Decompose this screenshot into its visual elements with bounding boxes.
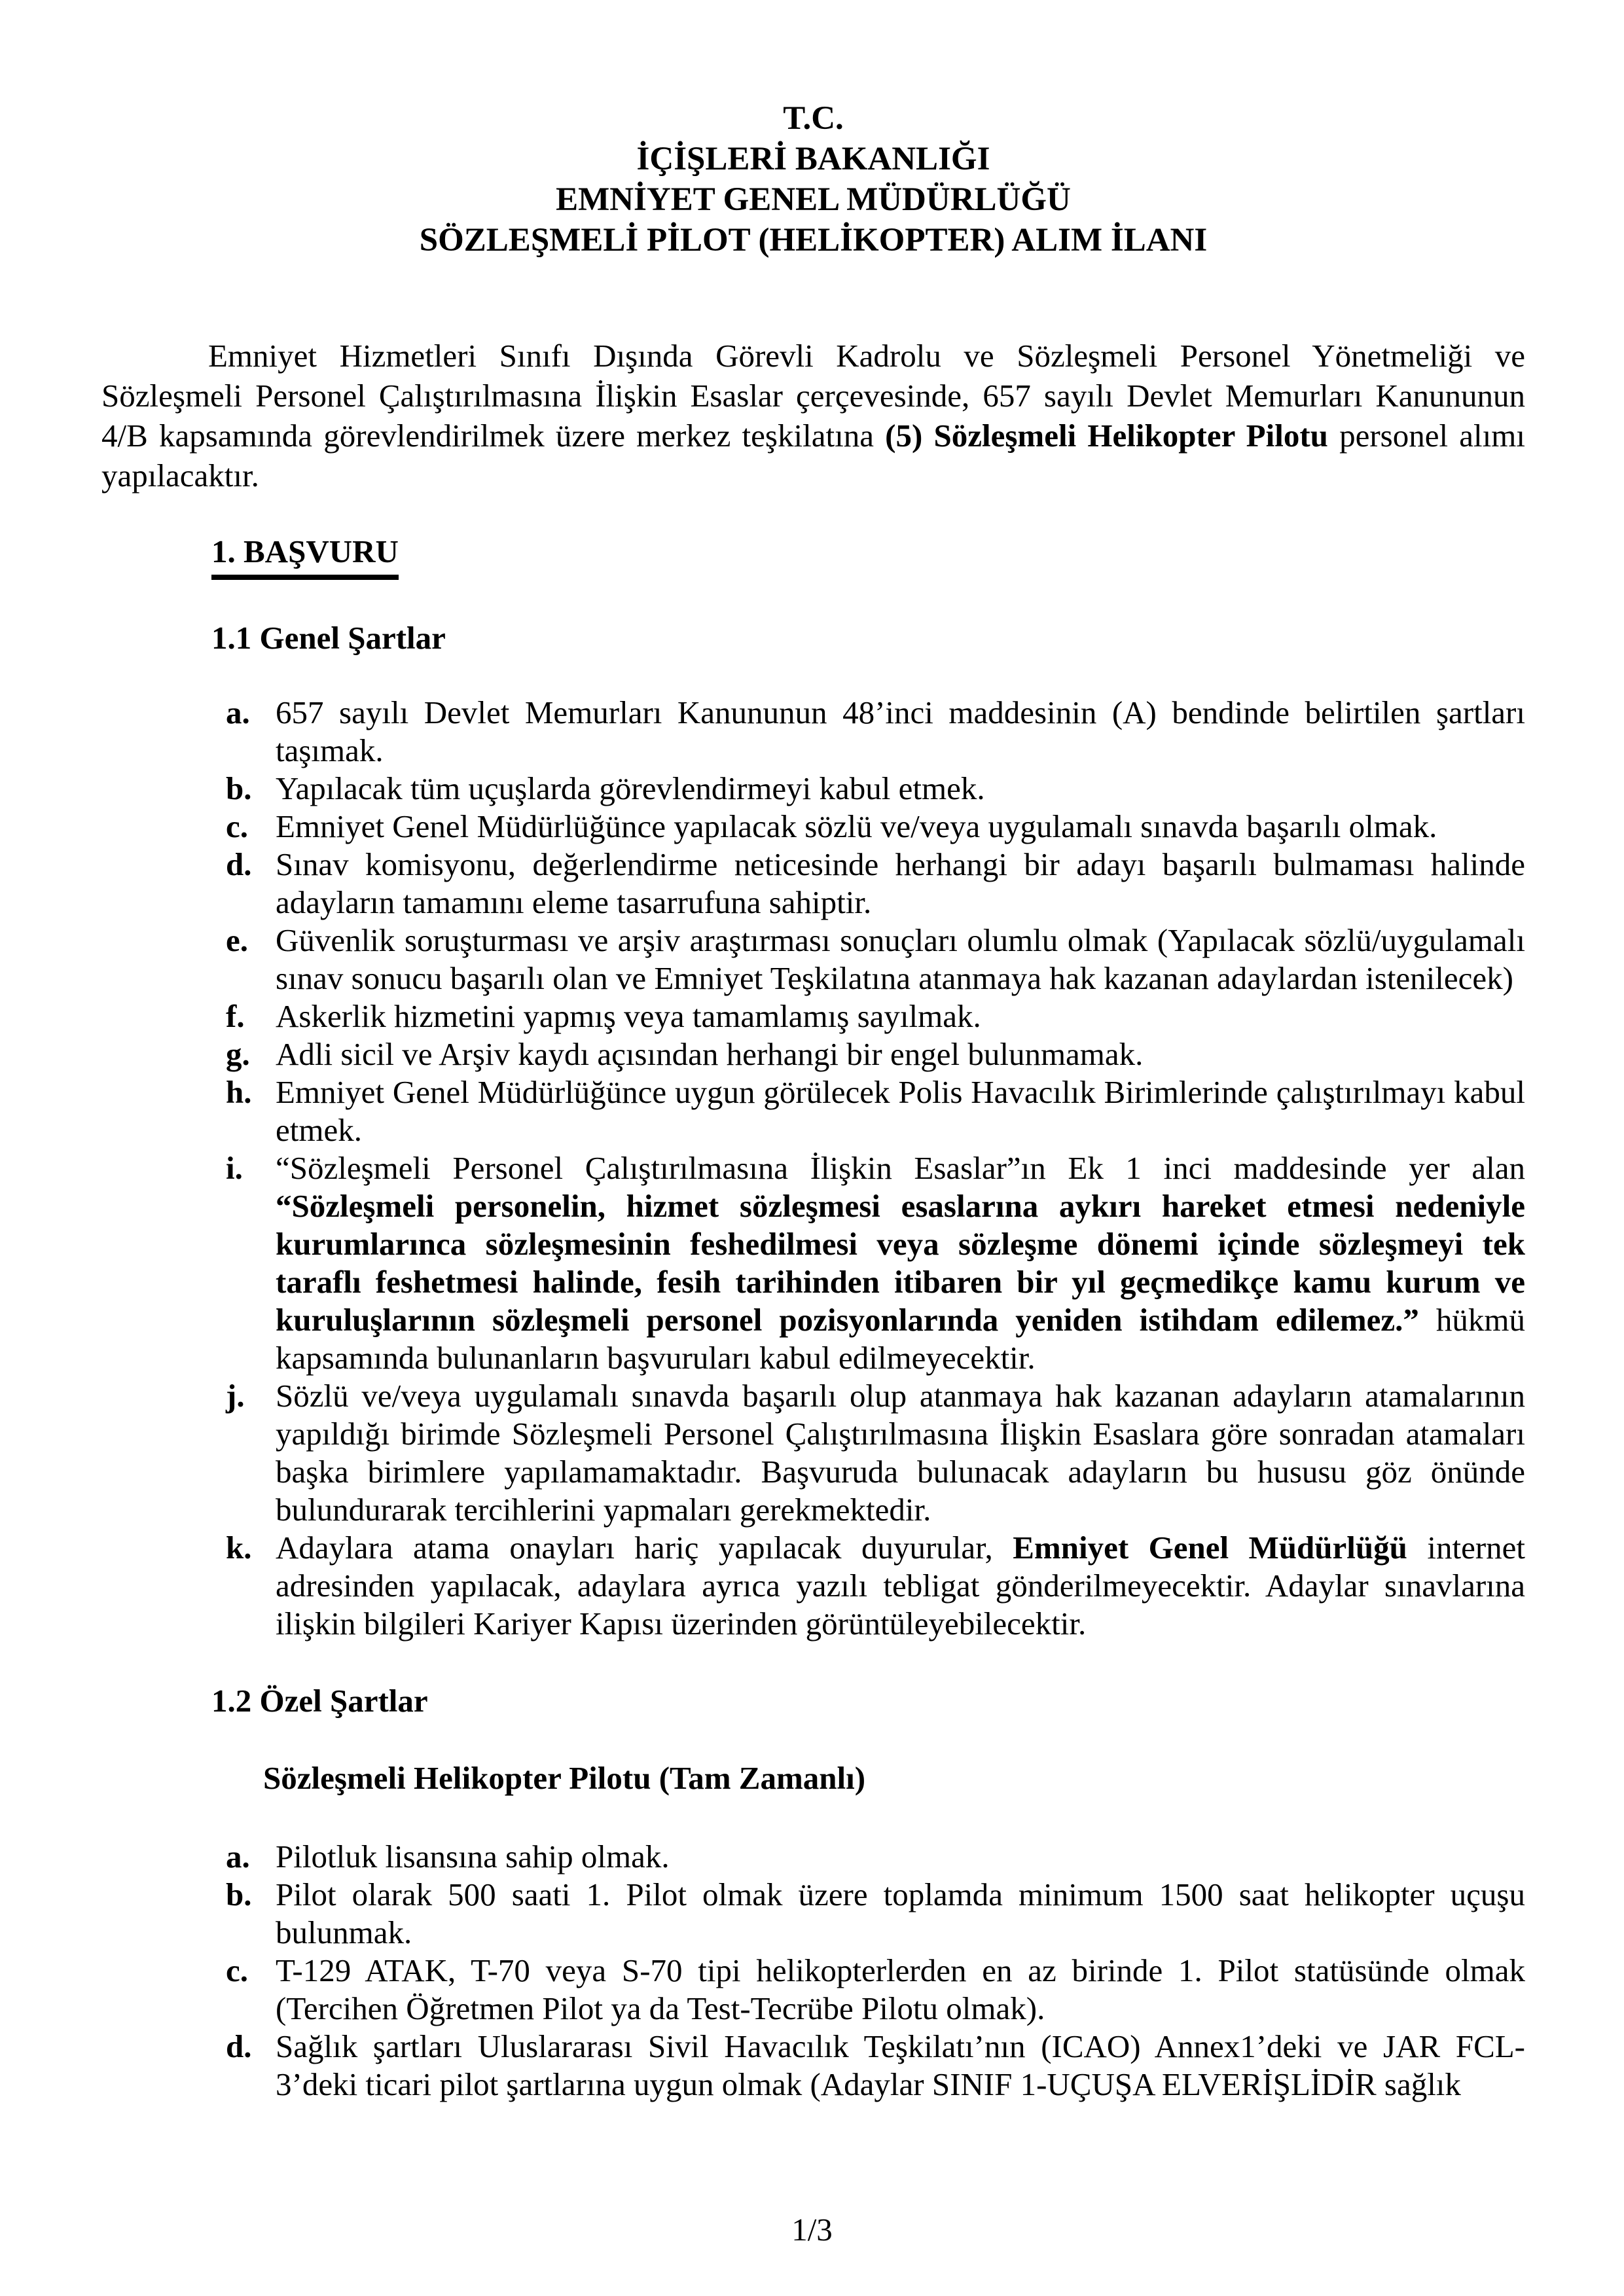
item-text: Yapılacak tüm uçuşlarda görevlendirmeyi kabul etmek. bbox=[276, 770, 985, 806]
section-title-basvuru bbox=[211, 531, 1525, 580]
item-text: Pilotluk lisansına sahip olmak. bbox=[276, 1839, 670, 1874]
item-text: T-129 ATAK, T-70 veya S-70 tipi helikopterlerden en az birinde 1. Pilot statüsünde olmak (Tercihen Öğretmen Pilot ya da Test-Tecrübe Pilotu olmak). bbox=[276, 1952, 1525, 2026]
requirement-item bbox=[226, 846, 1525, 922]
requirement-item bbox=[226, 1876, 1525, 1952]
header-line-ministry: İÇİŞLERİ BAKANLIĞI bbox=[636, 141, 990, 177]
item-text: Emniyet Genel Müdürlüğünce uygun görülecek Polis Havacılık Birimlerinde çalıştırılmayı kabul etmek. bbox=[276, 1074, 1525, 1148]
requirement-item bbox=[226, 1073, 1525, 1149]
item-text: 657 sayılı Devlet Memurları Kanununun 48’inci maddesinin (A) bendinde belirtilen şartları taşımak. bbox=[276, 694, 1525, 768]
item-text: Adaylara atama onayları hariç yapılacak duyurular, Emniyet Genel Müdürlüğü internet adresinden yapılacak, adaylara ayrıca yazılı tebligat gönderilmeyecektir. Adaylar sınavlarına ilişkin bilgileri Kariyer Kapısı üzerinden görüntüleyebilecektir. bbox=[276, 1530, 1526, 1641]
item-text: Adli sicil ve Arşiv kaydı açısından herhangi bir engel bulunmamak. bbox=[276, 1036, 1144, 1072]
intro-paragraph: Emniyet Hizmetleri Sınıfı Dışında Görevli Kadrolu ve Sözleşmeli Personel Yönetmeliği ve Sözleşmeli Personel Çalıştırılmasına İlişkin Esaslar çerçevesinde, 657 sayılı Devlet Memurları Kanununun 4/B kapsamında görevlendirilmek üzere merkez teşkilatına (5) Sözleşmeli Helikopter Pilotu personel alımı yapılacaktır. bbox=[101, 338, 1526, 493]
requirement-item bbox=[226, 1529, 1525, 1643]
header-line-announcement-title: SÖZLEŞMELİ PİLOT (HELİKOPTER) ALIM İLANI bbox=[419, 222, 1208, 259]
item-marker: e. bbox=[226, 922, 248, 958]
subsection-title-genel-sartlar: 1.1 Genel Şartlar bbox=[211, 620, 446, 656]
item-marker: c. bbox=[226, 1952, 248, 1988]
page-number: 1/3 bbox=[791, 2212, 833, 2248]
item-marker: h. bbox=[226, 1074, 252, 1110]
item-marker: j. bbox=[226, 1378, 245, 1414]
subsection-title-ozel-sartlar: 1.2 Özel Şartlar bbox=[211, 1683, 428, 1719]
item-marker: c. bbox=[226, 808, 248, 844]
requirement-item bbox=[226, 1035, 1525, 1073]
item-marker: k. bbox=[226, 1530, 252, 1566]
item-marker: f. bbox=[226, 998, 245, 1034]
item-text: Sağlık şartları Uluslararası Sivil Havacılık Teşkilatı’nın (ICAO) Annex1’deki ve JAR FCL-3’deki ticari pilot şartlarına uygun olmak (Adaylar SINIF 1-UÇUŞA ELVERİŞLİDİR sağlık bbox=[276, 2028, 1525, 2102]
item-text: Sözlü ve/veya uygulamalı sınavda başarılı olup atanmaya hak kazanan adayların atamalarının yapıldığı birimde Sözleşmeli Personel Çalıştırılmasına İlişkin Esaslara göre sonradan atamaları başka birimlere yapılamamaktadır. Başvuruda bulunacak adayların bu hususu göz önünde bulundurarak tercihlerini yapmaları gerekmektedir. bbox=[276, 1378, 1525, 1528]
requirement-item bbox=[226, 1149, 1525, 1377]
requirement-item bbox=[226, 1952, 1525, 2028]
document-header bbox=[101, 98, 1525, 260]
item-marker: b. bbox=[226, 770, 252, 806]
item-marker: a. bbox=[226, 1839, 250, 1874]
item-text: Güvenlik soruşturması ve arşiv araştırması sonuçları olumlu olmak (Yapılacak sözlü/uygulamalı sınav sonucu başarılı olan ve Emniyet Teşkilatına atanmaya hak kazanan adaylardan istenilecek) bbox=[276, 922, 1525, 996]
requirement-item bbox=[226, 2028, 1525, 2104]
header-line-directorate: EMNİYET GENEL MÜDÜRLÜĞÜ bbox=[556, 181, 1071, 218]
item-marker: d. bbox=[226, 2028, 252, 2064]
item-text: Pilot olarak 500 saati 1. Pilot olmak üzere toplamda minimum 1500 saat helikopter uçuşu bulunmak. bbox=[276, 1876, 1525, 1950]
ozel-sartlar-list bbox=[226, 1838, 1525, 2104]
requirement-item bbox=[226, 770, 1525, 808]
requirement-item bbox=[226, 808, 1525, 846]
item-text: Askerlik hizmetini yapmış veya tamamlamış sayılmak. bbox=[276, 998, 981, 1034]
header-line-tc: T.C. bbox=[783, 100, 844, 137]
item-marker: b. bbox=[226, 1876, 252, 1912]
requirement-item bbox=[226, 997, 1525, 1035]
genel-sartlar-list bbox=[226, 694, 1525, 1643]
requirement-item bbox=[226, 1838, 1525, 1876]
requirement-item bbox=[226, 1377, 1525, 1529]
item-text: Sınav komisyonu, değerlendirme neticesinde herhangi bir adayı başarılı bulmaması halinde adayların tamamını eleme tasarrufuna sahiptir. bbox=[276, 846, 1525, 920]
requirement-item bbox=[226, 694, 1525, 770]
item-marker: g. bbox=[226, 1036, 250, 1072]
page-footer bbox=[0, 2211, 1624, 2249]
item-marker: a. bbox=[226, 694, 250, 730]
item-marker: i. bbox=[226, 1150, 243, 1186]
item-text: Emniyet Genel Müdürlüğünce yapılacak sözlü ve/veya uygulamalı sınavda başarılı olmak. bbox=[276, 808, 1437, 844]
requirement-item bbox=[226, 922, 1525, 997]
item-text: “Sözleşmeli Personel Çalıştırılmasına İlişkin Esaslar”ın Ek 1 inci maddesinde yer alan “Sözleşmeli personelin, hizmet sözleşmesi esaslarına aykırı hareket etmesi nedeniyle kurumlarınca sözleşmesinin feshedilmesi veya sözleşme dönemi içinde sözleşmeyi tek taraflı feshetmesi halinde, fesih tarihinden itibaren bir yıl geçmedikçe kamu kurum ve kuruluşlarının sözleşmeli personel pozisyonlarında yeniden istihdam edilemez.” hükmü kapsamında bulunanların başvuruları kabul edilmeyecektir. bbox=[276, 1150, 1525, 1376]
item-marker: d. bbox=[226, 846, 252, 882]
section-title-basvuru-text: 1. BAŞVURU bbox=[211, 531, 399, 580]
position-title: Sözleşmeli Helikopter Pilotu (Tam Zamanlı) bbox=[263, 1760, 866, 1796]
